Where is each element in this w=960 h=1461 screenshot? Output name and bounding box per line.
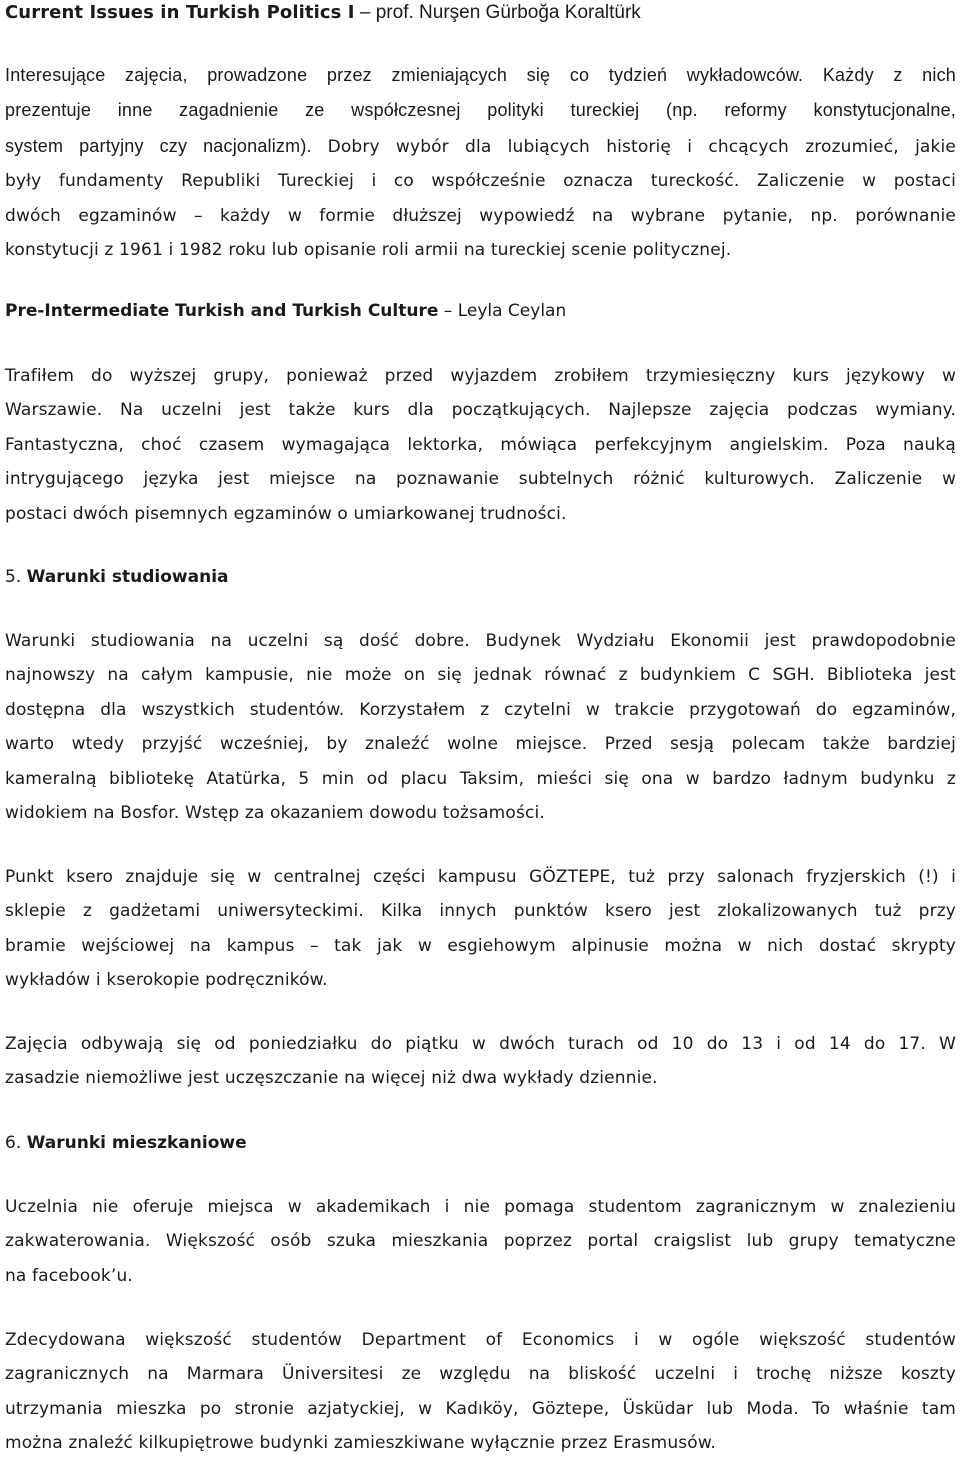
course-dash: – xyxy=(438,301,458,321)
text-line: Fantastyczna, choć czasem wymagająca lektorka, mówiąca perfekcyjnym angielskim. Poza nauką xyxy=(5,434,956,455)
course-instructor: prof. Nurşen Gürboğa Koraltürk xyxy=(375,2,641,23)
text-line: były fundamenty Republiki Tureckiej i co współcześnie oznacza tureckość. Zaliczenie w postaci xyxy=(5,171,956,192)
course-title: Current Issues in Turkish Politics I xyxy=(5,2,355,23)
text-line: system partyjny czy nacjonalizm). Dobry wybór dla lubiących historię i chcących zrozumieć, jakie xyxy=(5,135,956,157)
text-line: intrygującego języka jest miejsce na poznawanie subtelnych różnić kulturowych. Zaliczenie w xyxy=(5,469,956,490)
text-line: Punkt ksero znajduje się w centralnej części kampusu GÖZTEPE, tuż przy salonach fryzjerskich (!) i xyxy=(5,867,956,887)
section-number: 5. xyxy=(5,567,22,587)
text-line: prezentuje inne zagadnienie ze współczesnej polityki tureckiej (np. reformy konstytucjonalne, xyxy=(5,100,956,121)
course-description-turkish xyxy=(5,359,956,531)
course-title: Pre-Intermediate Turkish and Turkish Culture xyxy=(5,301,439,321)
text-line: widokiem na Bosfor. Wstęp za okazaniem dowodu tożsamości. xyxy=(5,803,545,824)
course-heading-turkish xyxy=(5,298,956,324)
course-dash: – xyxy=(354,2,376,23)
text-line: bramie wejściowej na kampus – tak jak w esgiehowym alpinusie można w nich dostać skrypty xyxy=(5,935,956,956)
text-line: wykładów i kserokopie podręczników. xyxy=(5,970,328,991)
text-line: Warszawie. Na uczelni jest także kurs dla początkujących. Najlepsze zajęcia podczas wymiany. xyxy=(5,400,956,421)
text-line: sklepie z gadżetami uniwersyteckimi. Kilka innych punktów ksero jest zlokalizowanych tuż przy xyxy=(5,901,956,922)
paragraph-study-conditions xyxy=(5,624,956,830)
text-line: Zdecydowana większość studentów Department of Economics i w ogóle większość studentów xyxy=(5,1330,956,1350)
text-line: warto wtedy przyjść wcześniej, by znaleźć wolne miejsce. Przed sesją polecam także bardziej xyxy=(5,734,956,755)
paragraph-housing-location xyxy=(5,1323,956,1461)
text-line: Uczelnia nie oferuje miejsca w akademikach i nie pomaga studentom zagranicznym w znalezieniu xyxy=(5,1197,956,1217)
paragraph-copy-points xyxy=(5,860,956,998)
section-title: Warunki mieszkaniowe xyxy=(26,1133,247,1153)
text-line: można znaleźć kilkupiętrowe budynki zamieszkiwane wyłącznie przez Erasmusów. xyxy=(5,1433,716,1454)
text-line: zasadzie niemożliwe jest uczęszczanie na więcej niż dwa wykłady dziennie. xyxy=(5,1068,658,1089)
section-heading-housing xyxy=(5,1130,956,1156)
text-line: konstytucji z 1961 i 1982 roku lub opisanie roli armii na tureckiej scenie politycznej. xyxy=(5,240,732,261)
text-line: Zajęcia odbywają się od poniedziałku do piątku w dwóch turach od 10 do 13 i od 14 do 17. W xyxy=(5,1034,956,1054)
paragraph-housing-search xyxy=(5,1190,956,1293)
text-line: Trafiłem do wyższej grupy, ponieważ przed wyjazdem zrobiłem trzymiesięczny kurs językowy w xyxy=(5,366,956,386)
section-number: 6. xyxy=(5,1133,22,1153)
text-line: postaci dwóch pisemnych egzaminów o umiarkowanej trudności. xyxy=(5,503,567,524)
section-title: Warunki studiowania xyxy=(26,567,229,587)
course-description-politics xyxy=(5,58,956,267)
text-line: Interesujące zajęcia, prowadzone przez zmieniających się co tydzień wykładowców. Każdy z nich xyxy=(5,65,956,85)
text-line: dwóch egzaminów – każdy w formie dłuższej wypowiedź na wybrane pytanie, np. porównanie xyxy=(5,205,956,226)
course-instructor: Leyla Ceylan xyxy=(457,301,567,321)
text-line: najnowszy na całym kampusie, nie może on się jednak równać z budynkiem C SGH. Biblioteka jest xyxy=(5,665,956,686)
text-line: na facebook’u. xyxy=(5,1265,133,1286)
text-line: zagranicznych na Marmara Üniversitesi ze względu na bliskość uczelni i trochę niższe koszty xyxy=(5,1364,956,1385)
text-line: Warunki studiowania na uczelni są dość dobre. Budynek Wydziału Ekonomii jest prawdopodobnie xyxy=(5,631,956,651)
text-line: zakwaterowania. Większość osób szuka mieszkania poprzez portal craigslist lub grupy tematyczne xyxy=(5,1231,956,1252)
course-heading-politics xyxy=(5,0,956,26)
text-line: dostępna dla wszystkich studentów. Korzystałem z czytelni w trakcie przygotowań do egzaminów, xyxy=(5,699,956,720)
section-heading-study-conditions xyxy=(5,564,956,590)
text-line: kameralną bibliotekę Atatürka, 5 min od placu Taksim, mieści się ona w bardzo ładnym budynku z xyxy=(5,768,956,789)
text-line: utrzymania mieszka po stronie azjatyckiej, w Kadıköy, Göztepe, Üsküdar lub Moda. To właśnie tam xyxy=(5,1398,956,1419)
paragraph-class-schedule xyxy=(5,1027,956,1096)
